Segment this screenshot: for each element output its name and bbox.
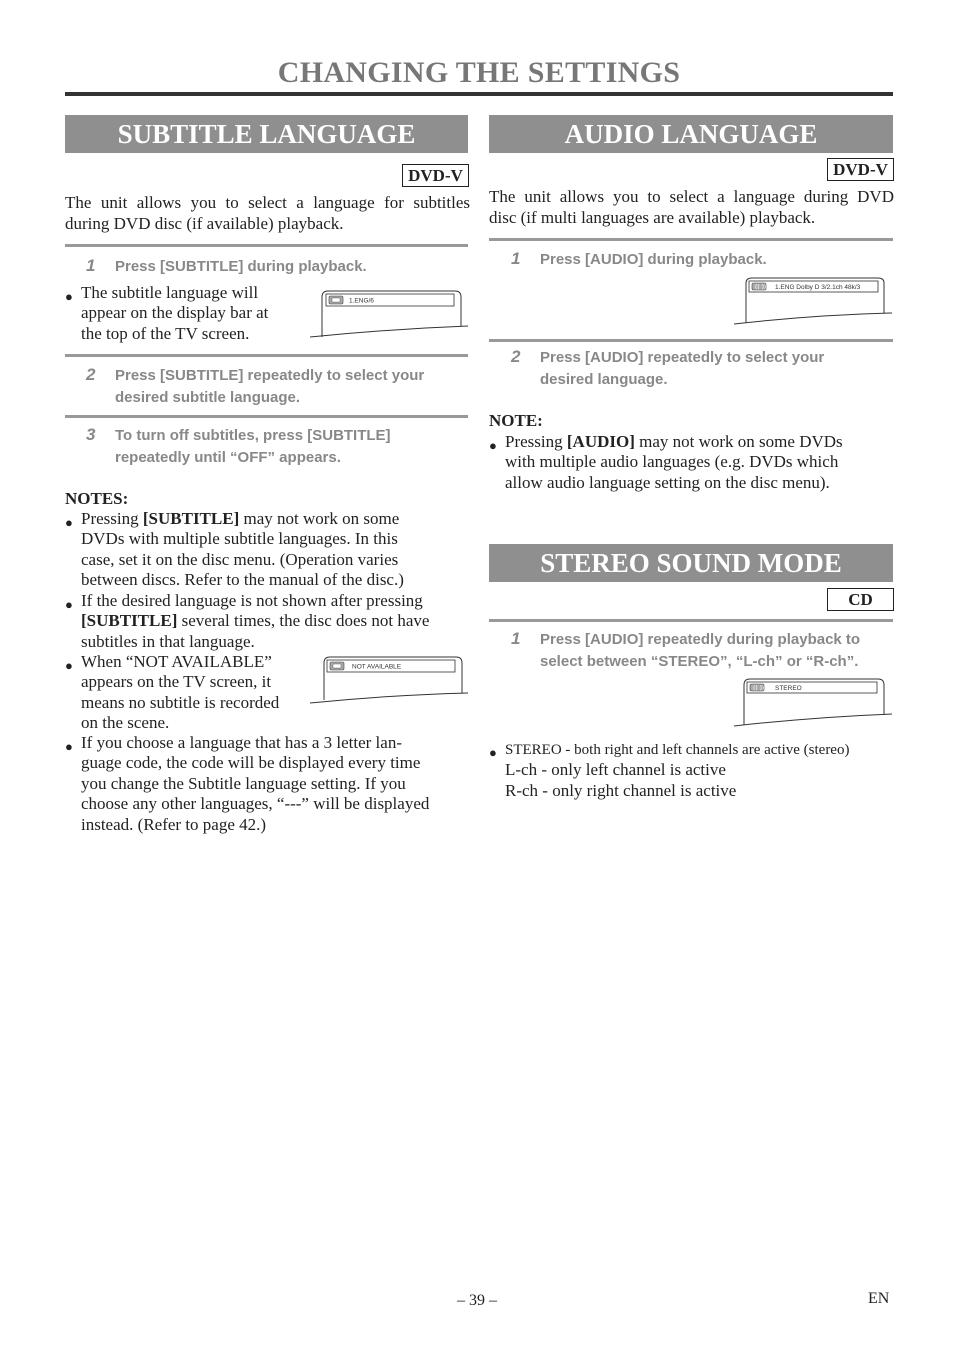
step-text-line: Press [SUBTITLE] repeatedly to select your [115,367,425,384]
step-number: 1 [511,629,521,648]
step-text-line: To turn off subtitles, press [SUBTITLE] [115,427,391,444]
subtitle-language-heading [65,115,468,153]
tv-screen-illustration [310,288,470,342]
subtitle-intro-line: The unit allows you to select a language for subtitles [65,193,470,212]
stereo-line [505,739,899,760]
osd-text: STEREO [775,685,802,692]
note-item [489,432,894,493]
step-number: 3 [86,425,96,444]
note-line: instead. (Refer to page 42.) [81,814,267,834]
step-divider [489,339,893,342]
cd-badge: CD [827,588,894,611]
note-line: DVDs with multiple subtitle languages. In this [81,529,398,549]
osd-text: 1.ENG Dolby D 3/2.1ch 48k/3 [775,284,861,291]
tv-screen-illustration [310,655,470,709]
step-divider [489,238,893,241]
step-text-line: select between “STEREO”, “L-ch” or “R-ch”. [540,653,859,670]
subtitle-intro [65,193,470,234]
tv-screen-illustration [734,677,894,729]
step-text [115,425,391,469]
note-line: means no subtitle is recorded [81,692,280,712]
stereo-sound-mode-heading-text: STEREO SOUND MODE [540,548,842,578]
stereo-line: R-ch - only right channel is active [505,780,737,800]
note-text: Pressing [81,509,143,528]
step-number: 1 [511,249,521,268]
note-item [65,509,470,591]
stereo-mode-desc: - both right and left channels are active (stereo) [561,742,850,758]
note-line [81,509,470,529]
bullet-icon: ● [489,745,497,760]
note-bold: [SUBTITLE] [81,611,178,631]
bullet-line: the top of the TV screen. [81,323,250,343]
note-line: If you choose a language that has a 3 letter lan- [81,733,402,752]
note-text: may not work on some DVDs [634,432,843,451]
step-divider [65,415,468,418]
step-text [540,629,860,673]
stereo-sound-mode-heading [489,544,893,582]
bullet-line: appear on the display bar at [81,303,269,323]
step-text [540,347,824,391]
bullet-icon: ● [65,597,73,612]
audio-intro-line: disc (if multi languages are available) playback. [489,207,816,227]
dvd-v-badge: DVD-V [402,164,469,187]
note-line [505,432,894,452]
page-number: – 39 – [457,1292,497,1309]
bullet-icon: ● [65,515,73,530]
svg-text:(( )): (( )) [755,284,767,291]
note-line: allow audio language setting on the disc menu). [505,472,830,492]
note-bold: [AUDIO] [566,432,635,451]
note-line: If the desired language is not shown after pressing [81,591,423,610]
note-bold: [SUBTITLE] [142,509,240,528]
note-line [81,611,470,631]
note-line: subtitles in that language. [81,631,255,651]
subtitle-step1-bullet [65,283,321,344]
step-text: Press [AUDIO] during playback. [540,251,767,268]
tv-screen-illustration [734,277,894,327]
note-line: When “NOT AVAILABLE” [81,652,272,671]
bullet-icon: ● [65,289,73,304]
note-line: appears on the TV screen, it [81,672,272,692]
step-text [115,365,424,409]
step-text-line: Press [AUDIO] repeatedly to select your [540,349,825,366]
step-text-line: Press [AUDIO] repeatedly during playback to [540,631,861,648]
note-item [65,652,315,734]
audio-intro [489,187,894,228]
note-text: may not work on some [239,509,400,528]
note-line: with multiple audio languages (e.g. DVDs which [505,452,839,472]
audio-language-heading [489,115,893,153]
svg-text:(( )): (( )) [753,685,765,692]
note-text: Pressing [505,432,567,451]
note-line: case, set it on the disc menu. (Operation varies [81,549,399,569]
audio-language-heading-text: AUDIO LANGUAGE [564,119,818,149]
step-number: 2 [511,347,521,366]
note-item [65,591,470,652]
bullet-icon: ● [65,739,73,754]
step-text-line: repeatedly until “OFF” appears. [115,449,341,466]
osd-text: NOT AVAILABLE [352,663,402,671]
note-line: on the scene. [81,713,170,733]
stereo-mode-name: STEREO [505,742,562,758]
step-text-line: desired subtitle language. [115,389,301,406]
page-title: CHANGING THE SETTINGS [277,56,681,89]
step-number: 1 [86,256,96,275]
step-divider [489,619,893,622]
notes-heading: NOTES: [65,489,129,508]
step-divider [65,354,468,357]
dvd-v-badge: DVD-V [827,158,894,181]
subtitle-language-heading-text: SUBTITLE LANGUAGE [117,119,416,149]
step-text: Press [SUBTITLE] during playback. [115,258,367,275]
osd-text: 1.ENG/6 [349,297,374,305]
note-line: you change the Subtitle language setting. If you [81,773,406,793]
audio-intro-line: The unit allows you to select a language during DVD [489,187,894,206]
subtitle-intro-line: during DVD disc (if available) playback. [65,213,344,233]
bullet-icon: ● [65,658,73,673]
note-line: between discs. Refer to the manual of the disc.) [81,570,404,590]
title-rule [65,92,893,96]
note-heading: NOTE: [489,411,543,430]
note-line: choose any other languages, “---” will be displayed [81,794,430,814]
bullet-line: The subtitle language will [81,283,259,302]
step-divider [65,244,468,247]
bullet-icon: ● [489,438,497,453]
stereo-description [489,739,899,801]
step-number: 2 [86,365,96,384]
note-item [65,733,470,835]
note-text: several times, the disc does not have [177,611,430,631]
step-text-line: desired language. [540,371,668,388]
language-code: EN [868,1290,890,1307]
note-line: guage code, the code will be displayed every time [81,753,421,773]
stereo-line: L-ch - only left channel is active [505,760,726,780]
